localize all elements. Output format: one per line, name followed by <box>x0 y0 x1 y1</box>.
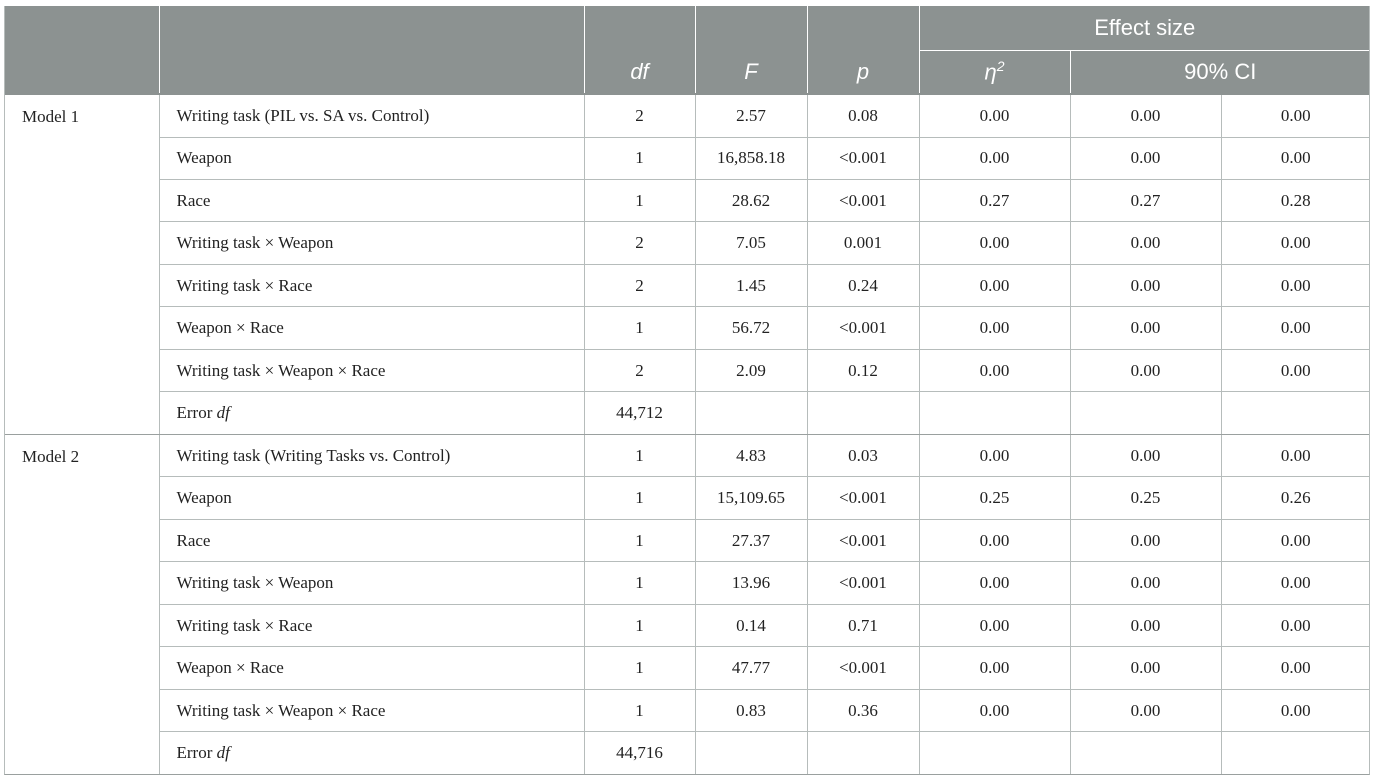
error-label: Error <box>176 743 213 763</box>
table-row <box>4 562 1370 604</box>
p-value: <0.001 <box>807 519 919 561</box>
empty-cell <box>1070 732 1221 775</box>
eta-squared-value: 0.00 <box>919 519 1070 561</box>
header-blank-p <box>807 6 919 51</box>
ci-upper-value: 0.00 <box>1221 349 1370 391</box>
p-value: <0.001 <box>807 307 919 349</box>
error-df-value: 44,716 <box>584 732 695 775</box>
error-df-label <box>159 732 584 775</box>
eta-squared-value: 0.00 <box>919 604 1070 646</box>
p-value: 0.71 <box>807 604 919 646</box>
ci-lower-value: 0.00 <box>1070 519 1221 561</box>
ci-lower-value: 0.25 <box>1070 477 1221 519</box>
p-value: <0.001 <box>807 562 919 604</box>
p-value: <0.001 <box>807 477 919 519</box>
header-f: F <box>695 51 807 95</box>
eta-squared-value: 0.00 <box>919 689 1070 731</box>
ci-upper-value: 0.00 <box>1221 434 1370 476</box>
df-cell: 1 <box>584 137 695 179</box>
empty-cell <box>695 392 807 434</box>
empty-cell <box>919 392 1070 434</box>
effect-name: Weapon × Race <box>159 307 584 349</box>
error-df-row <box>4 392 1370 434</box>
eta-squared-value: 0.00 <box>919 349 1070 391</box>
p-value: <0.001 <box>807 179 919 221</box>
f-value: 2.09 <box>695 349 807 391</box>
empty-cell <box>695 732 807 775</box>
f-value: 56.72 <box>695 307 807 349</box>
p-value: 0.24 <box>807 264 919 306</box>
table-row <box>4 307 1370 349</box>
effect-name: Writing task × Race <box>159 604 584 646</box>
df-cell: 2 <box>584 94 695 137</box>
error-df-row <box>4 732 1370 775</box>
df-cell: 1 <box>584 689 695 731</box>
empty-cell <box>1221 392 1370 434</box>
ci-upper-value: 0.00 <box>1221 137 1370 179</box>
table-row <box>4 179 1370 221</box>
f-value: 0.83 <box>695 689 807 731</box>
table-row <box>4 434 1370 476</box>
df-cell: 1 <box>584 562 695 604</box>
header-eta-squared <box>919 51 1070 95</box>
table-row <box>4 689 1370 731</box>
header-blank-f <box>695 6 807 51</box>
header-p: p <box>807 51 919 95</box>
f-value: 4.83 <box>695 434 807 476</box>
empty-cell <box>1221 732 1370 775</box>
eta-symbol: η <box>984 59 997 85</box>
p-value: 0.08 <box>807 94 919 137</box>
ci-lower-value: 0.00 <box>1070 647 1221 689</box>
table-body <box>4 94 1370 775</box>
eta-superscript: 2 <box>996 58 1005 75</box>
header-blank-df <box>584 6 695 51</box>
effect-name: Race <box>159 519 584 561</box>
empty-cell <box>807 392 919 434</box>
f-value: 16,858.18 <box>695 137 807 179</box>
f-value: 1.45 <box>695 264 807 306</box>
error-label: Error <box>176 403 213 423</box>
model-label: Model 2 <box>4 434 159 774</box>
ci-lower-value: 0.27 <box>1070 179 1221 221</box>
p-value: 0.12 <box>807 349 919 391</box>
anova-table <box>4 6 1370 775</box>
ci-lower-value: 0.00 <box>1070 604 1221 646</box>
ci-lower-value: 0.00 <box>1070 94 1221 137</box>
error-df-label <box>159 392 584 434</box>
eta-squared-value: 0.00 <box>919 264 1070 306</box>
error-df-italic: df <box>216 403 230 423</box>
eta-squared-value: 0.00 <box>919 647 1070 689</box>
f-value: 0.14 <box>695 604 807 646</box>
header-df: df <box>584 51 695 95</box>
table-row <box>4 222 1370 264</box>
empty-cell <box>919 732 1070 775</box>
df-cell: 1 <box>584 307 695 349</box>
ci-lower-value: 0.00 <box>1070 307 1221 349</box>
ci-lower-value: 0.00 <box>1070 222 1221 264</box>
header-effect-size: Effect size <box>919 6 1370 51</box>
ci-lower-value: 0.00 <box>1070 562 1221 604</box>
df-cell: 1 <box>584 477 695 519</box>
f-value: 47.77 <box>695 647 807 689</box>
ci-upper-value: 0.00 <box>1221 689 1370 731</box>
f-value: 28.62 <box>695 179 807 221</box>
effect-name: Writing task × Weapon <box>159 222 584 264</box>
ci-lower-value: 0.00 <box>1070 434 1221 476</box>
table-row <box>4 264 1370 306</box>
table-header <box>4 6 1370 94</box>
eta-squared-value: 0.00 <box>919 307 1070 349</box>
header-model <box>4 51 159 95</box>
error-df-value: 44,712 <box>584 392 695 434</box>
empty-cell <box>1070 392 1221 434</box>
effect-name: Race <box>159 179 584 221</box>
df-cell: 2 <box>584 349 695 391</box>
ci-upper-value: 0.26 <box>1221 477 1370 519</box>
effect-name: Weapon <box>159 477 584 519</box>
table-row <box>4 477 1370 519</box>
effect-name: Writing task × Weapon × Race <box>159 349 584 391</box>
eta-squared-value: 0.00 <box>919 222 1070 264</box>
table-row <box>4 647 1370 689</box>
ci-upper-value: 0.00 <box>1221 647 1370 689</box>
eta-squared-value: 0.27 <box>919 179 1070 221</box>
f-value: 15,109.65 <box>695 477 807 519</box>
ci-upper-value: 0.00 <box>1221 264 1370 306</box>
eta-squared-value: 0.00 <box>919 94 1070 137</box>
ci-upper-value: 0.00 <box>1221 604 1370 646</box>
effect-name: Writing task (Writing Tasks vs. Control) <box>159 434 584 476</box>
effect-name: Writing task × Weapon × Race <box>159 689 584 731</box>
table-row <box>4 94 1370 137</box>
header-ci: 90% CI <box>1070 51 1370 95</box>
effect-name: Writing task × Weapon <box>159 562 584 604</box>
f-value: 7.05 <box>695 222 807 264</box>
table-row <box>4 604 1370 646</box>
p-value: <0.001 <box>807 647 919 689</box>
ci-lower-value: 0.00 <box>1070 689 1221 731</box>
eta-squared-value: 0.00 <box>919 562 1070 604</box>
ci-upper-value: 0.00 <box>1221 94 1370 137</box>
table-row <box>4 519 1370 561</box>
ci-upper-value: 0.00 <box>1221 222 1370 264</box>
effect-name: Writing task × Race <box>159 264 584 306</box>
ci-upper-value: 0.28 <box>1221 179 1370 221</box>
eta-squared-value: 0.00 <box>919 137 1070 179</box>
df-cell: 1 <box>584 179 695 221</box>
ci-lower-value: 0.00 <box>1070 137 1221 179</box>
ci-lower-value: 0.00 <box>1070 349 1221 391</box>
model-label: Model 1 <box>4 94 159 434</box>
empty-cell <box>807 732 919 775</box>
df-cell: 1 <box>584 434 695 476</box>
error-df-italic: df <box>216 743 230 763</box>
table-row <box>4 349 1370 391</box>
table-row <box>4 137 1370 179</box>
header-effect <box>159 51 584 95</box>
f-value: 2.57 <box>695 94 807 137</box>
f-value: 13.96 <box>695 562 807 604</box>
effect-name: Writing task (PIL vs. SA vs. Control) <box>159 94 584 137</box>
df-cell: 2 <box>584 222 695 264</box>
ci-upper-value: 0.00 <box>1221 307 1370 349</box>
p-value: <0.001 <box>807 137 919 179</box>
df-cell: 1 <box>584 519 695 561</box>
eta-squared-value: 0.00 <box>919 434 1070 476</box>
p-value: 0.36 <box>807 689 919 731</box>
ci-upper-value: 0.00 <box>1221 562 1370 604</box>
ci-lower-value: 0.00 <box>1070 264 1221 306</box>
df-cell: 2 <box>584 264 695 306</box>
effect-name: Weapon × Race <box>159 647 584 689</box>
ci-upper-value: 0.00 <box>1221 519 1370 561</box>
df-cell: 1 <box>584 604 695 646</box>
header-blank-effect <box>159 6 584 51</box>
df-cell: 1 <box>584 647 695 689</box>
p-value: 0.03 <box>807 434 919 476</box>
p-value: 0.001 <box>807 222 919 264</box>
f-value: 27.37 <box>695 519 807 561</box>
header-blank-model <box>4 6 159 51</box>
effect-name: Weapon <box>159 137 584 179</box>
eta-squared-value: 0.25 <box>919 477 1070 519</box>
